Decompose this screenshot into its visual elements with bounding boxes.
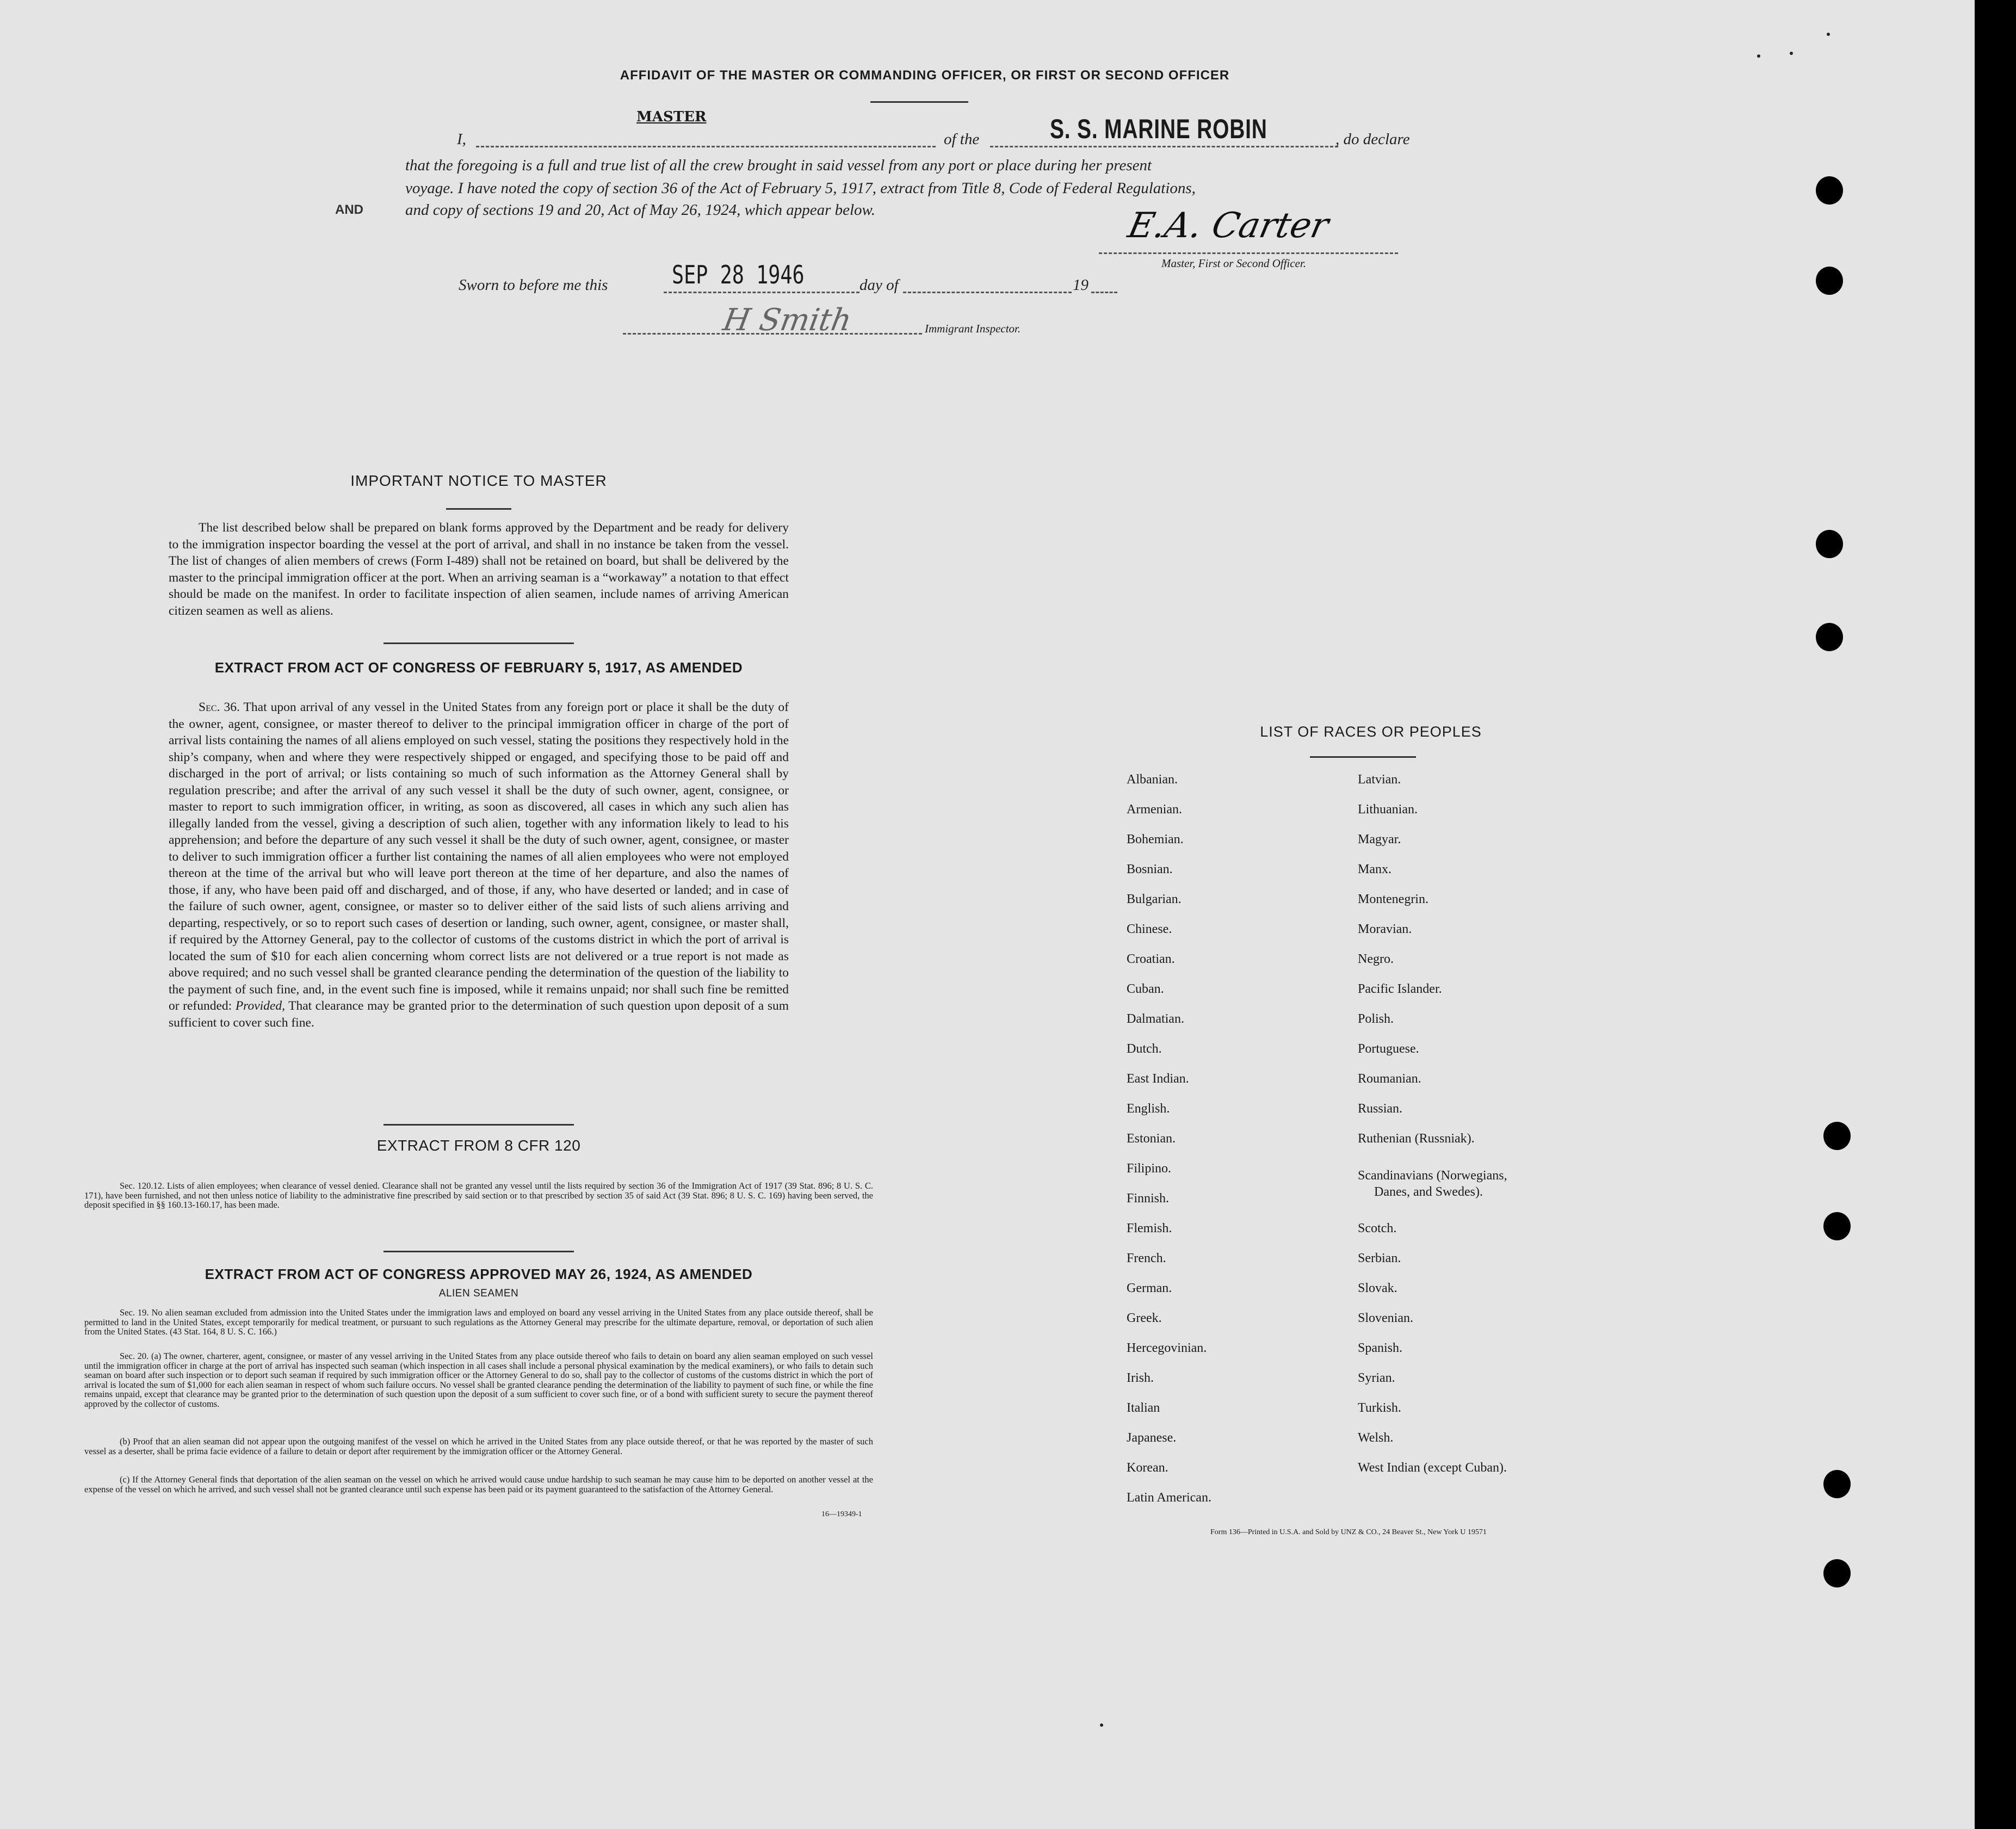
name-blank-line — [476, 146, 936, 147]
race-item: Ruthenian (Russniak). — [1358, 1132, 1475, 1146]
divider — [384, 1124, 574, 1126]
signature-caption: Master, First or Second Officer. — [1161, 257, 1306, 270]
race-item: Serbian. — [1358, 1251, 1401, 1265]
punch-hole — [1823, 1559, 1851, 1587]
form-footer: Form 136—Printed in U.S.A. and Sold by UNZ & CO., 24 Beaver St., New York U 19571 — [1210, 1528, 1487, 1536]
affidavit-body-line-3: and copy of sections 19 and 20, Act of May 26, 1924, which appear below. — [405, 201, 875, 219]
race-item: Roumanian. — [1358, 1072, 1421, 1086]
do-declare-label: , do declare — [1335, 131, 1410, 148]
divider — [384, 1251, 574, 1252]
race-item: Latvian. — [1358, 773, 1401, 787]
proviso-label: Provided, — [235, 999, 285, 1013]
punch-hole — [1816, 267, 1843, 295]
affidavit-of-the-label: of the — [944, 131, 980, 148]
notice-title: IMPORTANT NOTICE TO MASTER — [350, 472, 607, 489]
race-item: Scotch. — [1358, 1221, 1397, 1235]
extract-cfr-text: Sec. 120.12. Lists of alien employees; when clearance of vessel denied. Clearance shall not be granted any vessel until the lists required by section 36 of the Immigration Act of 1917 (39 Stat. 896; 8 U. S. C. 171), have been furnished, and not then unless notice of liability to the administrative fine prescribed by said section or to that prescribed by section 35 of said Act (39 Stat. 896; 8 U. S. C. 169) having been served, the deposit specified in §§ 160.13-160.17, has been made. — [84, 1181, 873, 1210]
race-item: Magyar. — [1358, 832, 1401, 846]
race-item: Croatian. — [1127, 952, 1175, 966]
race-item: Hercegovinian. — [1127, 1341, 1207, 1355]
race-item: Lithuanian. — [1358, 802, 1418, 817]
section-text-end: That clearance may be granted prior to the determination of such question upon deposit of a sum sufficient to cover such fine. — [169, 999, 789, 1030]
vessel-name-stamp: S. S. MARINE ROBIN — [1050, 114, 1267, 144]
capacity-handwritten: MASTER — [636, 109, 707, 125]
scan-speck — [1827, 33, 1830, 36]
race-item: Armenian. — [1127, 802, 1182, 817]
race-item: Polish. — [1358, 1012, 1394, 1026]
race-item: Filipino. — [1127, 1161, 1172, 1176]
extract-1924-sec20b: (b) Proof that an alien seaman did not appear upon the outgoing manifest of the vessel on which he arrived in the United States from any place outside thereof, or that he was reported by the master of such vessel as a deserter, shall be prima facie evidence of a failure to detain or deport after requirement by the immigration officer or the Attorney General. — [84, 1436, 873, 1456]
extract-1924-sec20a: Sec. 20. (a) The owner, charterer, agent, consignee, or master of any vessel arriving in the United States from any place outside thereof who fails to detain on board any alien seaman employed on such vessel until the immigration officer in charge at the port of arrival has inspected such seaman (which inspection in all cases shall include a personal physical examination by the medical examiners), or who fails to detain such seaman on board after such inspection or to deport such seaman if required by such immigration officer or the Attorney General to do so, shall pay to the collector of customs of the customs district in which the port of arrival is located the sum of $1,000 for each alien seaman in respect of whom such failure occurs. No vessel shall be granted clearance pending the determination of the liability to payment of such fine, or while the fine remains unpaid, except that clearance may be granted prior to the determination of such question upon the deposit of a sum sufficient to cover such fine, or of a bond with sufficient surety to secure the payment thereof approved by the collector of customs. — [84, 1351, 873, 1409]
divider — [1310, 756, 1416, 758]
race-item: Danes, and Swedes). — [1374, 1185, 1483, 1199]
extract-1924-subtitle: ALIEN SEAMEN — [438, 1288, 519, 1299]
punch-hole — [1816, 176, 1843, 205]
sworn-blank-line — [664, 292, 859, 293]
divider — [870, 101, 968, 103]
race-item: Estonian. — [1127, 1132, 1176, 1146]
margin-mark: AND — [335, 202, 363, 217]
race-item: Turkish. — [1358, 1401, 1401, 1415]
races-title: LIST OF RACES OR PEOPLES — [1260, 724, 1482, 740]
race-item: Spanish. — [1358, 1341, 1403, 1355]
race-item: Chinese. — [1127, 922, 1172, 936]
affidavit-body-line-1: that the foregoing is a full and true list of all the crew brought in said vessel from any port or place during her present — [405, 157, 1152, 174]
race-item: Flemish. — [1127, 1221, 1172, 1235]
punch-hole — [1823, 1122, 1851, 1150]
sworn-date-stamp: SEP 28 1946 — [672, 260, 805, 289]
extract-1924-title: EXTRACT FROM ACT OF CONGRESS APPROVED MAY 26, 1924, AS AMENDED — [205, 1266, 753, 1282]
sworn-label: Sworn to before me this — [459, 276, 608, 294]
race-item: Manx. — [1358, 862, 1392, 876]
day-of-label: day of — [859, 276, 899, 294]
race-item: German. — [1127, 1281, 1172, 1295]
divider — [446, 508, 511, 510]
inspector-signature-line — [623, 333, 922, 335]
race-item: Latin American. — [1127, 1491, 1211, 1505]
affidavit-i-label: I, — [457, 131, 466, 148]
race-item: Cuban. — [1127, 982, 1164, 996]
divider — [384, 642, 574, 644]
scan-speck — [1790, 52, 1793, 55]
inspector-signature: H Smith — [720, 302, 855, 338]
race-item: Russian. — [1358, 1102, 1403, 1116]
signature-line — [1099, 252, 1398, 254]
master-signature: E.A. Carter — [1124, 206, 1332, 246]
inspector-caption: Immigrant Inspector. — [925, 322, 1021, 335]
affidavit-title: AFFIDAVIT OF THE MASTER OR COMMANDING OFFICER, OR FIRST OR SECOND OFFICER — [620, 68, 1230, 83]
punch-hole — [1823, 1470, 1851, 1498]
punch-hole — [1823, 1212, 1851, 1240]
month-blank-line — [903, 292, 1072, 293]
punch-hole — [1816, 530, 1843, 558]
race-item: Greek. — [1127, 1311, 1162, 1325]
race-item: Bosnian. — [1127, 862, 1173, 876]
scan-speck — [1100, 1723, 1103, 1727]
race-item: Irish. — [1127, 1371, 1154, 1385]
race-item: English. — [1127, 1102, 1170, 1116]
scan-speck — [1757, 54, 1760, 58]
race-item: Moravian. — [1358, 922, 1412, 936]
race-item: Bohemian. — [1127, 832, 1184, 846]
race-item: Portuguese. — [1358, 1042, 1419, 1056]
race-item: West Indian (except Cuban). — [1358, 1461, 1507, 1475]
race-item: Welsh. — [1358, 1431, 1394, 1445]
race-item: Japanese. — [1127, 1431, 1177, 1445]
race-item: East Indian. — [1127, 1072, 1189, 1086]
race-item: Italian — [1127, 1401, 1160, 1415]
extract-1924-sec19: Sec. 19. No alien seaman excluded from admission into the United States under the immigration laws and employed on board any vessel arriving in the United States from any place outside thereof, shall be permitted to land in the United States, except temporarily for medical treatment, or pursuant to such regulations as the Attorney General may prescribe for the ultimate departure, removal, or deportation of such alien from the United States. (43 Stat. 164, 8 U. S. C. 166.) — [84, 1307, 873, 1337]
race-item: French. — [1127, 1251, 1166, 1265]
race-item: Pacific Islander. — [1358, 982, 1442, 996]
section-text: That upon arrival of any vessel in the United States from any foreign port or place it shall be the duty of the owner, agent, consignee, or master thereof to deliver to the principal immigration officer in charge of the port of arrival lists containing the names of all aliens employed on such vessel, stating the positions they respectively hold in the ship’s company, when and where they were respectively shipped or engaged, and specifying those to be paid off and discharged in the port of arrival; or lists containing so much of such information as the Attorney General shall by regulation prescribe; and after the arrival of any such vessel it shall be the duty of such owner, agent, consignee, or master to report to such immigration officer, in writing, as soon as discovered, all cases in which any such alien has illegally landed from the vessel, giving a description of such alien, together with any information likely to lead to his apprehension; and before the departure of any such vessel it shall be the duty of such owner, agent, consignee, or master to deliver to such immigration officer a further list containing the names of all alien employees who were not employed thereon at the time of the arrival but who will leave port thereon at the time of her departure, and also the names of those, if any, who have been paid off and discharged, and of those, if any, who have deserted or landed; and in case of the failure of such owner, agent, consignee, or master so to deliver either of the said lists of such aliens arriving and departing, respectively, or so to report such cases of desertion or landing, such owner, agent, consignee, or master shall, if required by the Attorney General, pay to the collector of customs of the customs district in which the port of arrival is located the sum of $10 for each alien concerning whom correct lists are not delivered or a true report is not made as above required; and no such vessel shall be granted clearance pending the determination of the question of the liability to the payment of such fine, and, in the event such fine is imposed, while it remains unpaid; nor shall such fine be remitted or refunded: — [169, 700, 789, 1013]
print-code: 16—19349-1 — [821, 1510, 862, 1518]
section-label: Sec. 36. — [199, 700, 240, 714]
punch-hole — [1816, 623, 1843, 651]
extract-cfr-title: EXTRACT FROM 8 CFR 120 — [376, 1137, 581, 1154]
race-item: Albanian. — [1127, 773, 1178, 787]
race-item: Montenegrin. — [1358, 892, 1428, 906]
extract-1924-sec20c: (c) If the Attorney General finds that deportation of the alien seaman on the vessel on which he arrived would cause undue hardship to such seaman he may cause him to be deported on another vessel at the expense of the vessel on which he arrived, and such vessel shall not be granted clearance until such expense has been paid or its payment guaranteed to the satisfaction of the Attorney General. — [84, 1474, 873, 1494]
extract-1917-text — [169, 699, 789, 1031]
race-item: Syrian. — [1358, 1371, 1395, 1385]
race-item: Slovak. — [1358, 1281, 1397, 1295]
race-item: Dutch. — [1127, 1042, 1162, 1056]
affidavit-body-line-2: voyage. I have noted the copy of section 36 of the Act of February 5, 1917, extract from Title 8, Code of Federal Regulations, — [405, 180, 1196, 197]
race-item: Korean. — [1127, 1461, 1168, 1475]
year-blank-line — [1091, 292, 1117, 293]
race-item: Dalmatian. — [1127, 1012, 1184, 1026]
race-item: Negro. — [1358, 952, 1394, 966]
race-item: Scandinavians (Norwegians, — [1358, 1169, 1507, 1183]
race-item: Slovenian. — [1358, 1311, 1413, 1325]
year-prefix: 19 — [1073, 276, 1089, 294]
vessel-blank-line — [990, 146, 1338, 147]
race-item: Finnish. — [1127, 1191, 1170, 1206]
notice-text: The list described below shall be prepared on blank forms approved by the Department and be ready for delivery to the immigration inspector boarding the vessel at the port of arrival, and shall in no instance be taken from the vessel. The list of changes of alien members of crews (Form I-489) shall not be retained on board, but shall be delivered by the master to the principal immigration officer at the port. When an arriving seaman is a “workaway” a notation to that effect should be made on the manifest. In order to facilitate inspection of alien seamen, include names of arriving American citizen seamen as well as aliens. — [169, 521, 789, 618]
race-item: Bulgarian. — [1127, 892, 1182, 906]
extract-1917-title: EXTRACT FROM ACT OF CONGRESS OF FEBRUARY 5, 1917, AS AMENDED — [214, 659, 743, 676]
